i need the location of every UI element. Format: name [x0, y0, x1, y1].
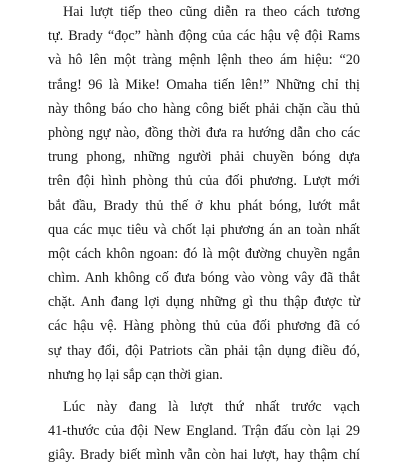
text-line: trung phong, những người phải chuyền bóng dựa: [48, 149, 360, 166]
text-line: trắng! 96 là Mike! Omaha tiến lên!” Những chỉ thị: [48, 76, 360, 93]
body-text: [48, 0, 360, 468]
text-line: chặt. Anh đang lợi dụng những gì thu thập được từ: [48, 294, 360, 311]
text-line: và hô lên một tràng mệnh lệnh theo ám hiệu: “20: [48, 52, 360, 69]
paragraph-gap: [48, 387, 360, 395]
text-line: Lúc này đang là lượt thứ nhất trước vạch: [63, 399, 360, 415]
text-line: chìm. Anh không cố đưa bóng vào vòng vây đã thắt: [48, 270, 360, 287]
text-line: Hai lượt tiếp theo cũng diễn ra theo cách tương: [63, 4, 360, 20]
text-line: qua các mục tiêu và chốt lại phương án an toàn nhất: [48, 221, 360, 238]
text-line: này thông báo cho hàng công biết phải chặn cầu thủ: [48, 100, 360, 117]
paragraph-2: [48, 395, 360, 468]
paragraph-1: [48, 0, 360, 387]
text-line: tự. Brady “đọc” hành động của các hậu vệ đội Rams: [48, 28, 360, 45]
text-line: nhưng họ lại sắp cạn thời gian.: [48, 366, 223, 383]
text-line: các hậu vệ. Hàng phòng thủ của đối phương đã có: [48, 318, 360, 335]
text-line: một cách khôn ngoan: đó là một đường chuyền ngắn: [48, 245, 360, 262]
text-line: 41-thước của đội New England. Trận đấu còn lại 29: [48, 423, 360, 440]
text-line: trên đội hình phòng thủ của đối phương. Lượt mới: [48, 173, 360, 190]
text-line: giây. Brady biết mình vẫn còn hai lượt, hay thậm chí: [48, 447, 360, 464]
text-line: bắt đầu, Brady thủ thế ở khu phát bóng, lướt mắt: [48, 197, 360, 214]
text-line: phòng ngự nào, đồng thời đưa ra hướng dẫn cho các: [48, 124, 360, 141]
text-line: sự thay đổi, đội Patriots cần phải tận dụng điều đó,: [48, 342, 360, 359]
